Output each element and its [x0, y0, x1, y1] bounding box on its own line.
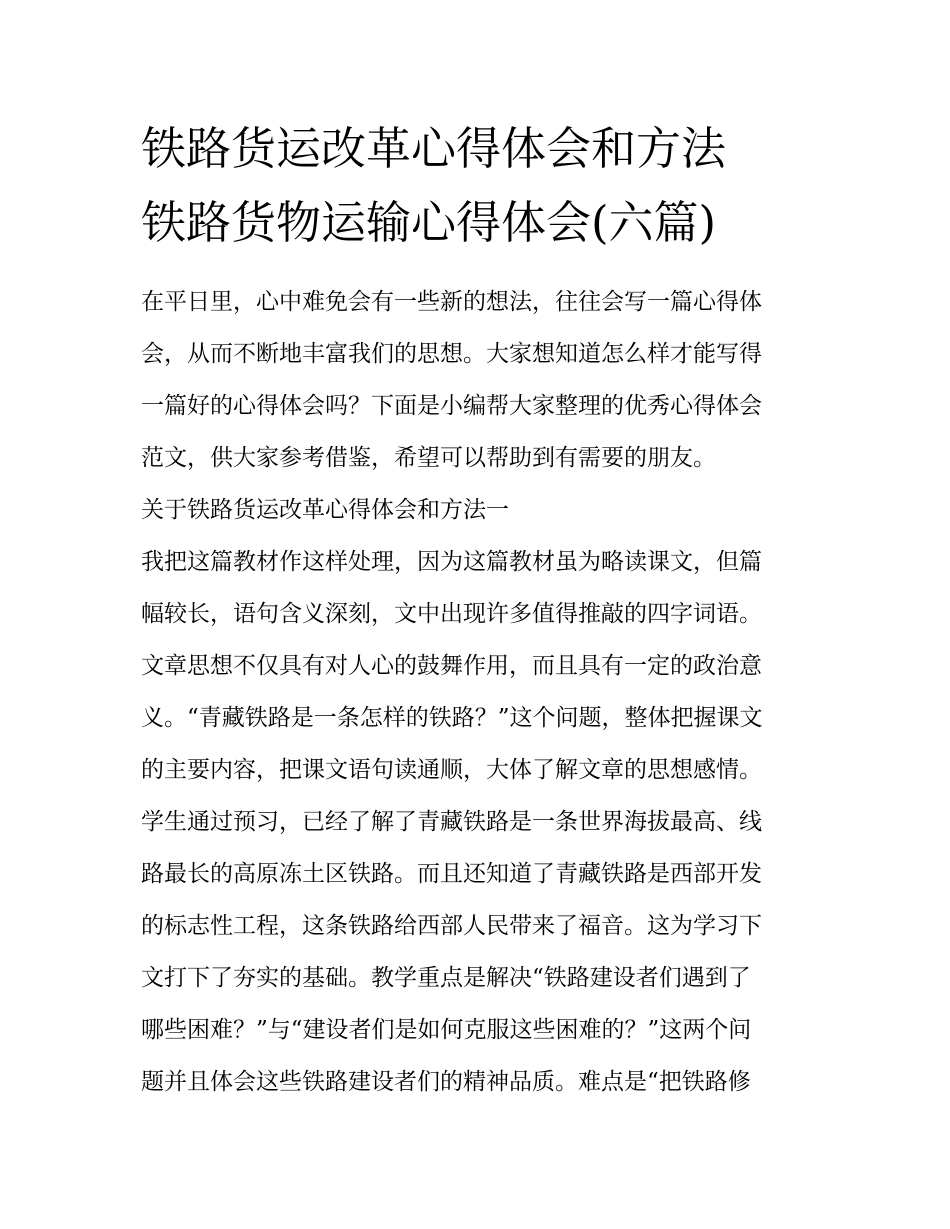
paragraph-line-7: 路最长的高原冻土区铁路。而且还知道了青藏铁路是西部开发 — [141, 861, 762, 887]
paragraph-line-9: 文打下了夯实的基础。教学重点是解决“铁路建设者们遇到了 — [141, 965, 751, 991]
paragraph-line-1: 我把这篇教材作这样处理，因为这篇教材虽为略读课文，但篇 — [141, 549, 762, 575]
paragraph-line-11: 题并且体会这些铁路建设者们的精神品质。难点是“把铁路修 — [141, 1069, 751, 1095]
section-heading: 关于铁路货运改革心得体会和方法一 — [141, 497, 509, 523]
paragraph-line-3: 文章思想不仅具有对人心的鼓舞作用，而且具有一定的政治意 — [141, 653, 762, 679]
paragraph-line-2: 幅较长，语句含义深刻，文中出现许多值得推敲的四字词语。 — [141, 601, 762, 627]
document-title — [141, 112, 841, 260]
intro-line-3: 一篇好的心得体会吗？下面是小编帮大家整理的优秀心得体会 — [141, 393, 762, 419]
title-line-2: 铁路货物运输心得体会(六篇) — [141, 196, 717, 249]
title-line-1: 铁路货运改革心得体会和方法 — [141, 122, 727, 175]
intro-line-2: 会，从而不断地丰富我们的思想。大家想知道怎么样才能写得 — [141, 341, 762, 367]
paragraph-line-10: 哪些困难？”与“建设者们是如何克服这些困难的？”这两个问 — [141, 1017, 752, 1043]
paragraph-line-5: 的主要内容，把课文语句读通顺，大体了解文章的思想感情。 — [141, 757, 762, 783]
paragraph-line-4: 义。“青藏铁路是一条怎样的铁路？”这个问题，整体把握课文 — [141, 705, 763, 731]
document-body — [141, 276, 821, 1108]
paragraph-line-8: 的标志性工程，这条铁路给西部人民带来了福音。这为学习下 — [141, 913, 762, 939]
intro-line-1: 在平日里，心中难免会有一些新的想法，往往会写一篇心得体 — [141, 289, 762, 315]
paragraph-line-6: 学生通过预习，已经了解了青藏铁路是一条世界海拔最高、线 — [141, 809, 762, 835]
intro-line-4: 范文，供大家参考借鉴，希望可以帮助到有需要的朋友。 — [141, 445, 716, 471]
